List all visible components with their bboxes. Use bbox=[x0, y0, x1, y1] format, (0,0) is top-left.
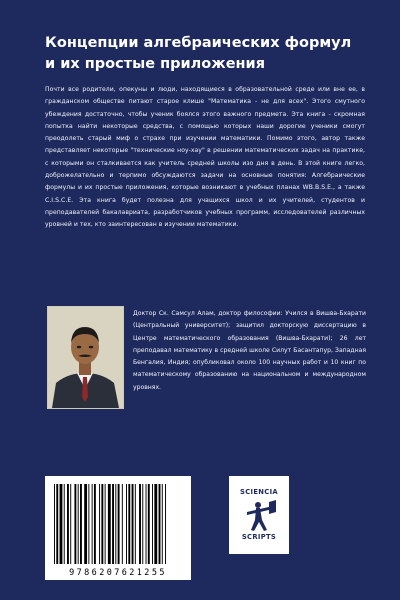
publisher-logo-bottom-text: SCRIPTS bbox=[241, 533, 277, 541]
isbn-number: 9786207621255 bbox=[69, 568, 167, 578]
publisher-logo-top-text: SCIENCIA bbox=[240, 488, 278, 496]
author-bio: Доктор Ск. Самсул Алам, доктор философии: Учился в Вишва-Бхарати (Центральный университет); защитил докторскую диссертацию в Центре математического образования (Вишва-Бхарати); 26 лет преподавал математику в средней школе Силут Басантапур, Западная Бенгалия, Индия; опубликовал около 100 научных работ и 10 книг по математическому образованию на национальном и международном уровнях. bbox=[133, 310, 366, 391]
publisher-logo bbox=[229, 476, 289, 554]
barcode-bars bbox=[45, 476, 191, 566]
author-photo bbox=[47, 306, 124, 409]
book-title: Концепции алгебраических формул и их простые приложения bbox=[45, 35, 352, 72]
book-description: Почти все родители, опекуны и люди, находящиеся в образовательной среде или вне ее, в гражданском обществе питают старое клише "Математика - не для всех". Этого смутного убеждения достаточно, чтобы ученик боялся этого важного предмета. Эта книга - скромная попытка найти некоторые средства, с помощью которых наши дорогие ученики смогут преодолеть старый миф о страхе при изучении математики. Помимо этого, автор также представляет некоторые "технические ноу-хау" в решении математических задач на практике, с которыми он сталкивается как учитель средней школы изо дня в день. В этой книге легко, доброжелательно и терпимо обсуждаются задачи на основные понятия: Алгебраические формулы и их простые приложения, которые возникают в учебных планах WB.B.S.E., а также C.I.S.C.E. Эта книга будет полезна для учащихся школ и их учителей, студентов и преподавателей бакалавриата, разработчиков учебных программ, исследователей различных уровней и тех, кто заинтересован в изучении математики. bbox=[45, 86, 365, 229]
isbn-barcode bbox=[45, 476, 191, 580]
